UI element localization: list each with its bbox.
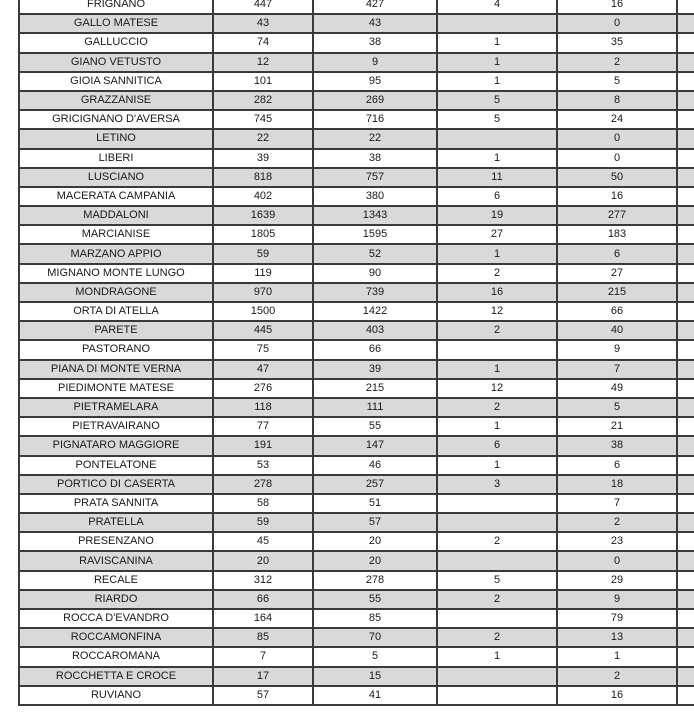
value-cell — [438, 687, 558, 706]
value-cell: 1595 — [314, 226, 438, 245]
municipality-name-cell: MADDALONI — [20, 207, 214, 226]
value-cell: 2 — [438, 399, 558, 418]
value-cell: 1805 — [214, 226, 314, 245]
value-cell: 8 — [558, 92, 678, 111]
value-cell — [438, 668, 558, 687]
municipality-name-cell: RECALE — [20, 572, 214, 591]
value-cell: 257 — [314, 476, 438, 495]
value-cell: 111 — [314, 399, 438, 418]
value-cell: 745 — [214, 111, 314, 130]
value-cell: 51 — [314, 495, 438, 514]
municipality-name-cell: PRESENZANO — [20, 533, 214, 552]
cropped-edge-cell — [678, 188, 694, 207]
cropped-edge-cell — [678, 591, 694, 610]
cropped-edge-cell — [678, 668, 694, 687]
value-cell: 380 — [314, 188, 438, 207]
value-cell — [438, 514, 558, 533]
value-cell: 3 — [438, 476, 558, 495]
municipality-name-cell: GIANO VETUSTO — [20, 54, 214, 73]
value-cell: 13 — [558, 629, 678, 648]
value-cell: 277 — [558, 207, 678, 226]
municipality-name-cell: MARCIANISE — [20, 226, 214, 245]
cropped-edge-cell — [678, 687, 694, 706]
value-cell: 47 — [214, 361, 314, 380]
value-cell: 1 — [438, 54, 558, 73]
municipality-name-cell: PIEDIMONTE MATESE — [20, 380, 214, 399]
value-cell: 27 — [558, 265, 678, 284]
cropped-edge-cell — [678, 284, 694, 303]
value-cell — [438, 552, 558, 571]
value-cell: 191 — [214, 437, 314, 456]
value-cell: 1 — [438, 245, 558, 264]
value-cell: 57 — [314, 514, 438, 533]
value-cell: 66 — [214, 591, 314, 610]
cropped-edge-cell — [678, 457, 694, 476]
value-cell — [438, 15, 558, 34]
value-cell: 1500 — [214, 303, 314, 322]
value-cell: 29 — [558, 572, 678, 591]
value-cell: 2 — [558, 514, 678, 533]
value-cell: 79 — [558, 610, 678, 629]
value-cell: 70 — [314, 629, 438, 648]
municipality-name-cell: PARETE — [20, 322, 214, 341]
value-cell: 716 — [314, 111, 438, 130]
municipality-name-cell: PRATA SANNITA — [20, 495, 214, 514]
value-cell: 18 — [558, 476, 678, 495]
municipality-name-cell: PIETRAMELARA — [20, 399, 214, 418]
municipality-name-cell: ROCCAMONFINA — [20, 629, 214, 648]
value-cell: 427 — [314, 0, 438, 15]
value-cell: 1343 — [314, 207, 438, 226]
cropped-edge-cell — [678, 207, 694, 226]
value-cell: 41 — [314, 687, 438, 706]
municipality-name-cell: ROCCHETTA E CROCE — [20, 668, 214, 687]
value-cell: 20 — [214, 552, 314, 571]
value-cell: 101 — [214, 73, 314, 92]
value-cell: 1422 — [314, 303, 438, 322]
value-cell: 39 — [314, 361, 438, 380]
value-cell: 6 — [558, 245, 678, 264]
value-cell — [438, 495, 558, 514]
cropped-edge-cell — [678, 169, 694, 188]
municipality-name-cell: GRICIGNANO D'AVERSA — [20, 111, 214, 130]
value-cell: 282 — [214, 92, 314, 111]
municipality-name-cell: PIETRAVAIRANO — [20, 418, 214, 437]
value-cell: 49 — [558, 380, 678, 399]
value-cell: 55 — [314, 591, 438, 610]
value-cell: 53 — [214, 457, 314, 476]
municipality-name-cell: PRATELLA — [20, 514, 214, 533]
value-cell: 7 — [558, 361, 678, 380]
value-cell: 6 — [558, 457, 678, 476]
value-cell: 2 — [438, 322, 558, 341]
value-cell: 58 — [214, 495, 314, 514]
cropped-edge-cell — [678, 341, 694, 360]
value-cell: 5 — [558, 399, 678, 418]
value-cell — [438, 341, 558, 360]
municipality-name-cell: PIANA DI MONTE VERNA — [20, 361, 214, 380]
municipality-name-cell: PORTICO DI CASERTA — [20, 476, 214, 495]
value-cell: 95 — [314, 73, 438, 92]
value-cell: 1 — [558, 648, 678, 667]
value-cell: 12 — [214, 54, 314, 73]
value-cell: 183 — [558, 226, 678, 245]
municipality-name-cell: ROCCAROMANA — [20, 648, 214, 667]
value-cell: 23 — [558, 533, 678, 552]
value-cell: 75 — [214, 341, 314, 360]
value-cell: 9 — [314, 54, 438, 73]
value-cell: 24 — [558, 111, 678, 130]
value-cell: 119 — [214, 265, 314, 284]
value-cell: 9 — [558, 341, 678, 360]
municipality-name-cell: PASTORANO — [20, 341, 214, 360]
value-cell: 445 — [214, 322, 314, 341]
cropped-edge-cell — [678, 552, 694, 571]
value-cell: 43 — [314, 15, 438, 34]
value-cell: 11 — [438, 169, 558, 188]
cropped-edge-cell — [678, 399, 694, 418]
cropped-edge-cell — [678, 533, 694, 552]
value-cell: 77 — [214, 418, 314, 437]
value-cell: 55 — [314, 418, 438, 437]
municipality-name-cell: ROCCA D'EVANDRO — [20, 610, 214, 629]
value-cell: 447 — [214, 0, 314, 15]
value-cell: 45 — [214, 533, 314, 552]
cropped-edge-cell — [678, 629, 694, 648]
value-cell: 6 — [438, 437, 558, 456]
cropped-edge-cell — [678, 73, 694, 92]
municipality-name-cell: GRAZZANISE — [20, 92, 214, 111]
value-cell: 5 — [314, 648, 438, 667]
cropped-edge-cell — [678, 648, 694, 667]
value-cell: 402 — [214, 188, 314, 207]
value-cell: 164 — [214, 610, 314, 629]
value-cell: 90 — [314, 265, 438, 284]
value-cell: 20 — [314, 533, 438, 552]
value-cell: 2 — [558, 54, 678, 73]
value-cell: 147 — [314, 437, 438, 456]
value-cell: 1 — [438, 34, 558, 53]
value-cell: 27 — [438, 226, 558, 245]
value-cell: 85 — [214, 629, 314, 648]
value-cell: 16 — [558, 687, 678, 706]
value-cell: 1639 — [214, 207, 314, 226]
cropped-edge-cell — [678, 610, 694, 629]
municipality-name-cell: PIGNATARO MAGGIORE — [20, 437, 214, 456]
cropped-edge-cell — [678, 226, 694, 245]
value-cell: 40 — [558, 322, 678, 341]
municipality-name-cell: GALLO MATESE — [20, 15, 214, 34]
value-cell: 269 — [314, 92, 438, 111]
value-cell: 2 — [438, 265, 558, 284]
municipality-name-cell: PONTELATONE — [20, 457, 214, 476]
cropped-edge-cell — [678, 265, 694, 284]
municipality-name-cell: LETINO — [20, 130, 214, 149]
value-cell: 66 — [314, 341, 438, 360]
value-cell: 74 — [214, 34, 314, 53]
value-cell: 2 — [438, 533, 558, 552]
value-cell: 1 — [438, 73, 558, 92]
value-cell: 5 — [438, 111, 558, 130]
municipality-name-cell: GIOIA SANNITICA — [20, 73, 214, 92]
cropped-edge-cell — [678, 15, 694, 34]
value-cell: 17 — [214, 668, 314, 687]
value-cell: 2 — [558, 668, 678, 687]
value-cell: 5 — [438, 92, 558, 111]
value-cell: 970 — [214, 284, 314, 303]
municipality-name-cell: RUVIANO — [20, 687, 214, 706]
value-cell: 7 — [214, 648, 314, 667]
cropped-edge-cell — [678, 476, 694, 495]
value-cell: 9 — [558, 591, 678, 610]
value-cell: 12 — [438, 303, 558, 322]
value-cell: 278 — [314, 572, 438, 591]
cropped-edge-cell — [678, 245, 694, 264]
value-cell: 19 — [438, 207, 558, 226]
value-cell: 2 — [438, 591, 558, 610]
value-cell: 2 — [438, 629, 558, 648]
cropped-edge-cell — [678, 130, 694, 149]
value-cell: 0 — [558, 552, 678, 571]
municipality-name-cell: RIARDO — [20, 591, 214, 610]
cropped-edge-cell — [678, 303, 694, 322]
cropped-edge-cell — [678, 0, 694, 15]
municipality-name-cell: ORTA DI ATELLA — [20, 303, 214, 322]
cropped-edge-cell — [678, 322, 694, 341]
cropped-edge-cell — [678, 150, 694, 169]
value-cell: 739 — [314, 284, 438, 303]
value-cell: 22 — [214, 130, 314, 149]
municipality-table — [18, 0, 694, 706]
cropped-edge-cell — [678, 111, 694, 130]
value-cell: 1 — [438, 457, 558, 476]
value-cell: 46 — [314, 457, 438, 476]
value-cell — [438, 610, 558, 629]
value-cell: 1 — [438, 361, 558, 380]
value-cell: 403 — [314, 322, 438, 341]
cropped-edge-cell — [678, 418, 694, 437]
cropped-edge-cell — [678, 54, 694, 73]
value-cell: 215 — [314, 380, 438, 399]
value-cell: 12 — [438, 380, 558, 399]
municipality-name-cell: MIGNANO MONTE LUNGO — [20, 265, 214, 284]
value-cell: 7 — [558, 495, 678, 514]
value-cell: 21 — [558, 418, 678, 437]
cropped-edge-cell — [678, 380, 694, 399]
value-cell: 757 — [314, 169, 438, 188]
cropped-edge-cell — [678, 361, 694, 380]
municipality-name-cell: GALLUCCIO — [20, 34, 214, 53]
value-cell: 118 — [214, 399, 314, 418]
municipality-name-cell: RAVISCANINA — [20, 552, 214, 571]
cropped-edge-cell — [678, 92, 694, 111]
value-cell: 59 — [214, 514, 314, 533]
value-cell: 20 — [314, 552, 438, 571]
municipality-name-cell: MARZANO APPIO — [20, 245, 214, 264]
value-cell: 1 — [438, 418, 558, 437]
value-cell: 4 — [438, 0, 558, 15]
value-cell: 43 — [214, 15, 314, 34]
value-cell: 215 — [558, 284, 678, 303]
cropped-edge-cell — [678, 572, 694, 591]
value-cell — [438, 130, 558, 149]
value-cell: 66 — [558, 303, 678, 322]
value-cell: 22 — [314, 130, 438, 149]
value-cell: 276 — [214, 380, 314, 399]
value-cell: 15 — [314, 668, 438, 687]
value-cell: 85 — [314, 610, 438, 629]
value-cell: 1 — [438, 648, 558, 667]
value-cell: 39 — [214, 150, 314, 169]
municipality-name-cell: MACERATA CAMPANIA — [20, 188, 214, 207]
value-cell: 818 — [214, 169, 314, 188]
cropped-edge-cell — [678, 495, 694, 514]
value-cell: 35 — [558, 34, 678, 53]
municipality-name-cell: LIBERI — [20, 150, 214, 169]
value-cell: 5 — [558, 73, 678, 92]
municipality-name-cell: LUSCIANO — [20, 169, 214, 188]
value-cell: 0 — [558, 15, 678, 34]
value-cell: 59 — [214, 245, 314, 264]
value-cell: 16 — [558, 0, 678, 15]
value-cell: 278 — [214, 476, 314, 495]
cropped-edge-cell — [678, 34, 694, 53]
value-cell: 0 — [558, 150, 678, 169]
municipality-name-cell: FRIGNANO — [20, 0, 214, 15]
value-cell: 52 — [314, 245, 438, 264]
value-cell: 16 — [558, 188, 678, 207]
value-cell: 1 — [438, 150, 558, 169]
value-cell: 38 — [314, 150, 438, 169]
value-cell: 50 — [558, 169, 678, 188]
value-cell: 16 — [438, 284, 558, 303]
municipality-name-cell: MONDRAGONE — [20, 284, 214, 303]
value-cell: 312 — [214, 572, 314, 591]
cropped-edge-cell — [678, 437, 694, 456]
value-cell: 38 — [314, 34, 438, 53]
value-cell: 38 — [558, 437, 678, 456]
value-cell: 0 — [558, 130, 678, 149]
cropped-edge-cell — [678, 514, 694, 533]
value-cell: 5 — [438, 572, 558, 591]
value-cell: 57 — [214, 687, 314, 706]
value-cell: 6 — [438, 188, 558, 207]
